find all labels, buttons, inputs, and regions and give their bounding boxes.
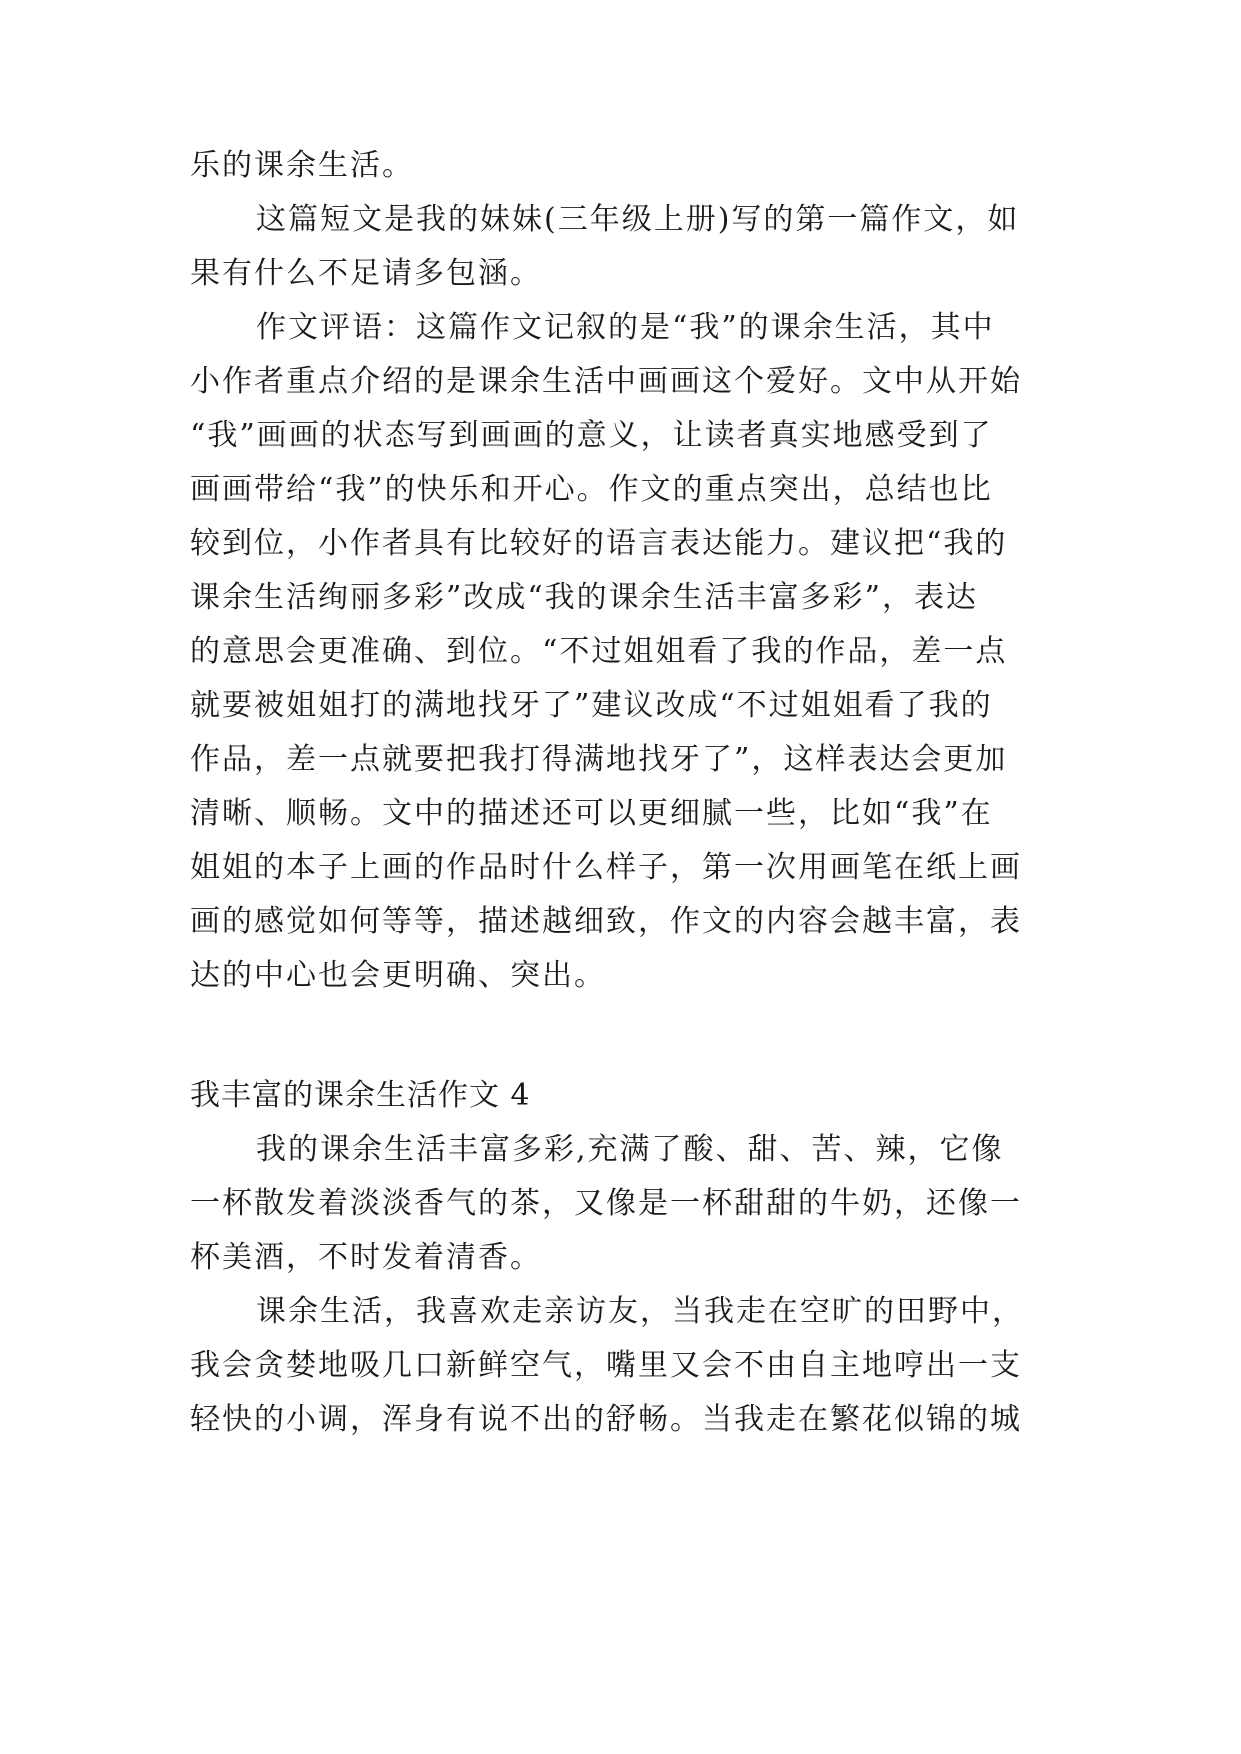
text-line: 轻快的小调，浑身有说不出的舒畅。当我走在繁花似锦的城 [190, 1402, 1022, 1437]
text-line: 这篇短文是我的妹妹(三年级上册)写的第一篇作文，如 [256, 202, 1020, 237]
text-line: 就要被姐姐打的满地找牙了”建议改成“不过姐姐看了我的 [190, 688, 993, 723]
text-line: 一杯散发着淡淡香气的茶，又像是一杯甜甜的牛奶，还像一 [190, 1186, 1022, 1221]
section-title: 我丰富的课余生活作文 4 [190, 1078, 531, 1113]
text-line: 的意思会更准确、到位。“不过姐姐看了我的作品，差一点 [190, 634, 1008, 669]
text-line: 作文评语：这篇作文记叙的是“我”的课余生活，其中 [256, 310, 995, 345]
text-line: 我的课余生活丰富多彩,充满了酸、甜、苦、辣，它像 [256, 1132, 1004, 1167]
text-line: 达的中心也会更明确、突出。 [190, 958, 606, 993]
text-line: 杯美酒，不时发着清香。 [190, 1240, 542, 1275]
text-line: 小作者重点介绍的是课余生活中画画这个爱好。文中从开始 [190, 364, 1022, 399]
text-line: 画的感觉如何等等，描述越细致，作文的内容会越丰富，表 [190, 904, 1022, 939]
text-line: 作品，差一点就要把我打得满地找牙了”，这样表达会更加 [190, 742, 1008, 777]
text-line: 果有什么不足请多包涵。 [190, 256, 542, 291]
text-line: 画画带给“我”的快乐和开心。作文的重点突出，总结也比 [190, 472, 993, 507]
text-line: 课余生活，我喜欢走亲访友，当我走在空旷的田野中， [256, 1294, 1024, 1329]
text-line: 课余生活绚丽多彩”改成“我的课余生活丰富多彩”，表达 [190, 580, 979, 615]
text-line: 姐姐的本子上画的作品时什么样子，第一次用画笔在纸上画 [190, 850, 1022, 885]
text-line: 我会贪婪地吸几口新鲜空气，嘴里又会不由自主地哼出一支 [190, 1348, 1022, 1383]
text-line: 较到位，小作者具有比较好的语言表达能力。建议把“我的 [190, 526, 1008, 561]
text-line: 清晰、顺畅。文中的描述还可以更细腻一些，比如“我”在 [190, 796, 993, 831]
text-line: “我”画画的状态写到画画的意义，让读者真实地感受到了 [190, 418, 993, 453]
text-line: 乐的课余生活。 [190, 148, 414, 183]
